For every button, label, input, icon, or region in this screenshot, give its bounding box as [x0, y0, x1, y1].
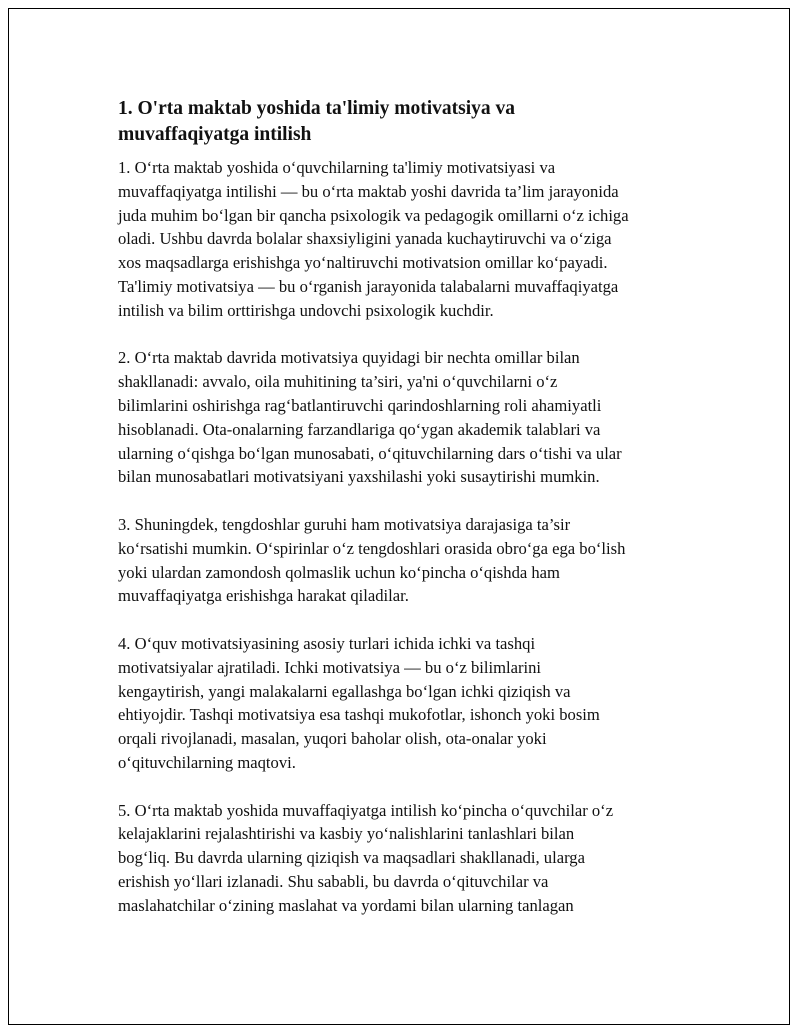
paragraph-4: 4. O‘quv motivatsiyasining asosiy turlari ichida ichki va tashqi motivatsiyalar ajratiladi. Ichki motivatsiya — bu o‘z bilimlarini kengaytirish, yangi malakalarni egallashga bo‘lgan ichki qiziqish va ehtiyojdir. Tashqi motivatsiya esa tashqi mukofotlar, ishonch yoki bosim orqali rivojlanadi, masalan, yuqori baholar olish, ota-onalar yoki o‘qituvchilarning maqtovi. [118, 633, 600, 772]
document-body [118, 96, 698, 941]
paragraph-2: 2. O‘rta maktab davrida motivatsiya quyidagi bir nechta omillar bilan shakllanadi: avvalo, oila muhitining ta’siri, ya'ni o‘quvchilarni o‘z bilimlarini oshirishga rag‘batlantiruvchi qarindoshlarning roli ahamiyatli hisoblanadi. Ota-onalarning farzandlariga qo‘ygan akademik talablari va ularning o‘qishga bo‘lgan munosabati, o‘qituvchilarning dars o‘tishi va ular bilan munosabatlari motivatsiyani yaxshilashi yoki susaytirishi mumkin. [118, 348, 622, 487]
paragraph-1: 1. O‘rta maktab yoshida o‘quvchilarning ta'limiy motivatsiyasi va muvaffaqiyatga intilishi — bu o‘rta maktab yoshi davrida ta’lim jarayonida juda muhim bo‘lgan bir qancha psixologik va pedagogik omillarni o‘z ichiga oladi. Ushbu davrda bolalar shaxsiyligini yanada kuchaytiruvchi va o‘ziga xos maqsadlarga erishishga yo‘naltiruvchi motivatsion omillar ko‘payadi. Ta'limiy motivatsiya — bu o‘rganish jarayonida talabalarni muvaffaqiyatga intilish va bilim orttirishga undovchi psixologik kuchdir. [118, 158, 629, 320]
document-title: 1. O'rta maktab yoshida ta'limiy motivatsiya va muvaffaqiyatga intilish [118, 98, 516, 145]
paragraph-3: 3. Shuningdek, tengdoshlar guruhi ham motivatsiya darajasiga ta’sir ko‘rsatishi mumkin. O‘spirinlar o‘z tengdoshlari orasida obro‘ga ega bo‘lish yoki ulardan zamondosh qolmaslik uchun ko‘pincha o‘qishda ham muvaffaqiyatga erishishga harakat qiladilar. [118, 514, 626, 606]
paragraph-5: 5. O‘rta maktab yoshida muvaffaqiyatga intilish ko‘pincha o‘quvchilar o‘z kelajaklarini rejalashtirishi va kasbiy yo‘nalishlarini tanlashlari bilan bog‘liq. Bu davrda ularning qiziqish va maqsadlari shakllanadi, ularga erishish yo‘llari izlanadi. Shu sababli, bu davrda o‘qituvchilar va maslahatchilar o‘zining maslahat va yordami bilan ularning tanlagan [118, 800, 614, 915]
